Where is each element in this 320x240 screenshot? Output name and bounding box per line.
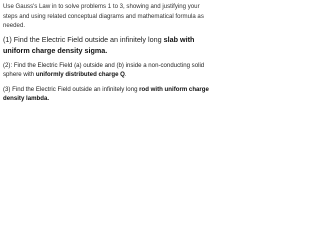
question-1-line-1 xyxy=(3,35,197,46)
instructions-line-3: needed. xyxy=(3,22,26,30)
instructions-paragraph xyxy=(3,2,204,31)
instructions-line-1: Use Gauss's Law in to solve problems 1 to 3, showing and justifying your xyxy=(3,3,200,10)
question-3-line-1 xyxy=(3,85,209,95)
question-3 xyxy=(3,85,209,104)
question-2 xyxy=(3,61,205,80)
question-2-line-2 xyxy=(3,70,197,80)
question-2-line-1: (2): Find the Electric Field (a) outside and (b) inside a non-conducting solid xyxy=(3,61,205,69)
document-page xyxy=(0,0,209,125)
question-2-bold: uniformly distributed charge Q xyxy=(35,71,125,79)
question-1-text: (1) Find the Electric Field outside an infinitely long xyxy=(3,34,164,44)
question-3-bold-1: rod with uniform charge xyxy=(139,85,209,93)
question-1-bold-2: uniform charge density sigma. xyxy=(3,45,108,55)
question-2-text: sphere with xyxy=(3,71,36,79)
question-1-bold-1: slab with xyxy=(163,34,195,44)
question-1 xyxy=(3,35,197,57)
question-3-bold-2: density lambda. xyxy=(3,95,50,103)
question-3-text: (3) Find the Electric Field outside an infinitely long xyxy=(3,85,140,93)
instructions-line-2: steps and using related conceptual diagrams and mathematical formula as xyxy=(3,12,204,20)
question-2-period: . xyxy=(124,71,127,79)
